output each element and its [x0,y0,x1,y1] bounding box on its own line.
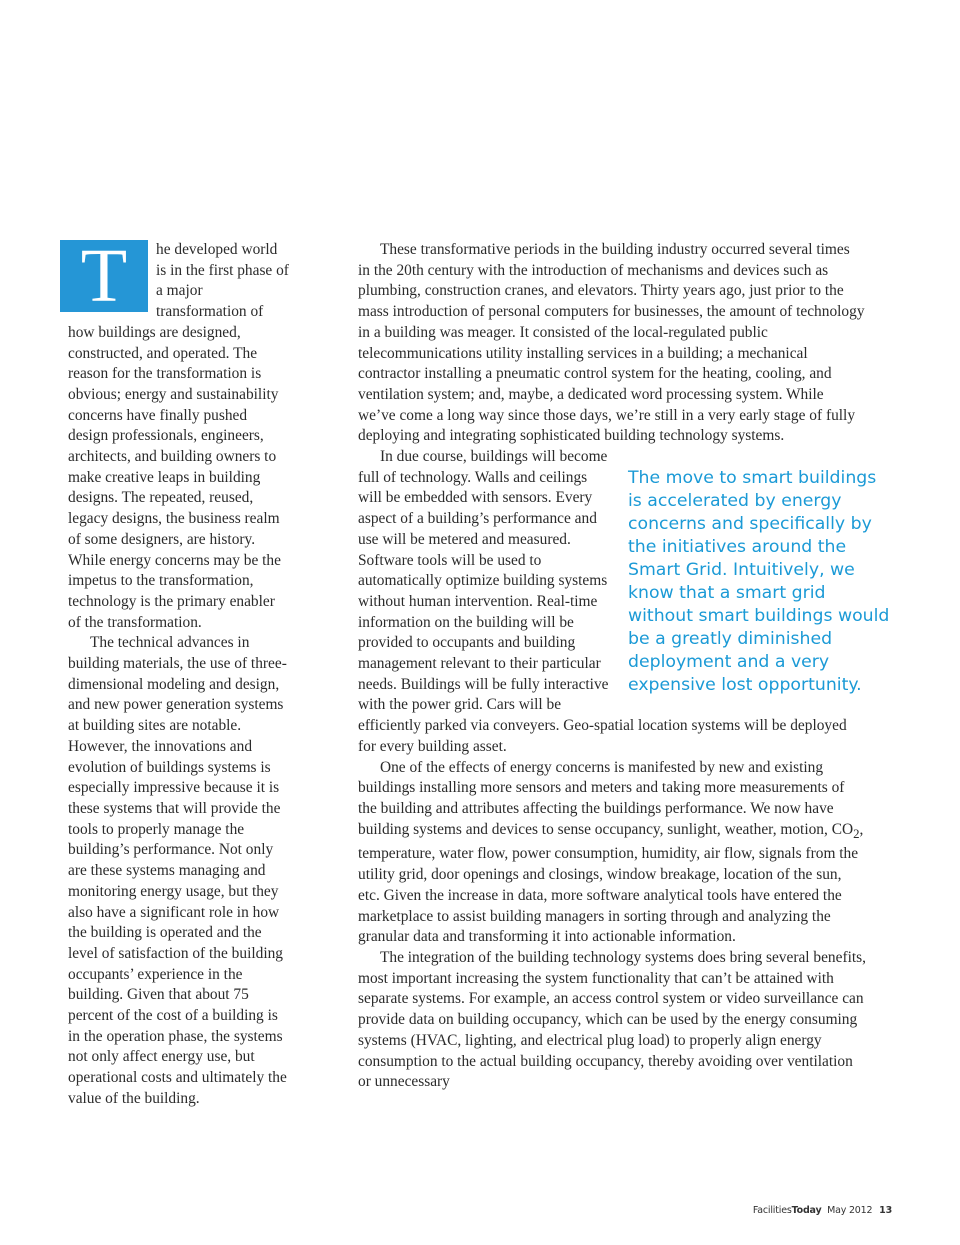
body-text: One of the effects of energy concerns is manifested by new and existing buildings installing more sensors and meters and taking more measurements of the building and attributes affecting the buildings performance. We now have building systems and devices to sense occupancy, sunlight, weather, motion, CO [358,758,854,838]
intro-text: he developed world is in the first phase of a major transformation of how buildings are designed, constructed, and operated. The reason for the transformation is obvious; energy and sustainability concerns have finally pushed design professionals, engineers, architects, and building owners to make creative leaps in building designs. The repeated, reused, legacy designs, the business realm of some designers, are history. While energy concerns may be the impetus to the transformation, technology is the primary enabler of the transformation. [68,241,289,631]
publication-name-bold: Today [791,1205,822,1216]
left-column [68,234,290,1110]
publication-name-light: Facilities [752,1205,792,1216]
body-paragraph: The integration of the building technology systems does bring several benefits, most important increasing the system functionality that can’t be attained with separate systems. For example, an access control system or video surveillance can provide data on building occupancy, which can be used by the energy consuming systems (HVAC, lighting, and electrical plug load) to properly align energy consumption to the actual building occupancy, thereby avoiding over ventilation or unnecessary [358,948,866,1091]
right-column [358,240,890,1093]
issue-date: May 2012 [827,1205,873,1216]
body-paragraph [358,758,866,948]
pullquote-spacer [865,240,866,426]
intro-paragraph [68,234,290,633]
body-paragraph: In due course, buildings will become full of technology. Walls and ceilings will be embedded with sensors. Every aspect of a building’s performance and use will be metered and measured. Software tools will be used to automatically optimize building systems without human intervention. Real-time information on the building will be provided to occupants and building management relevant to their particular needs. Buildings will be fully interactive with the power grid. Cars will be efficiently parked via conveyers. Geo-spatial location systems will be deployed for every building asset. [358,448,847,755]
body-text: , temperature, water flow, power consumption, humidity, air flow, signals from the utility grid, door openings and closings, window breakage, location of the sun, etc. Given the increase in data, more software analytical tools have entered the marketplace to assist building managers in sorting through and analyzing the granular data and transforming it into actionable information. [358,820,864,946]
body-paragraph: These transformative periods in the building industry occurred several times in the 20th century with the introduction of mechanisms and devices such as plumbing, construction cranes, and elevators. Thirty years ago, just prior to the mass introduction of personal computers for businesses, the amount of technology in a building was meager. It consisted of the local-regulated public telecommunications utility installing services in a building; a mechanical contractor installing a pneumatic control system for the heating, cooling, and ventilation system; and, maybe, a dedicated word processing system. While we’ve come a long way since those days, we’re still in a very early stage of fully deploying and integrating sophisticated building technology systems. [358,241,865,445]
publication-name [753,1205,822,1216]
pull-quote: The move to smart buildings is accelerated by energy concerns and specifically by the initiatives around the Smart Grid. Intuitively, we know that a smart grid without smart buildings would be a greatly diminished deployment and a very expensive lost opportunity. [628,468,890,696]
body-paragraph: The technical advances in building materials, the use of three-dimensional modeling and design, and new power generation systems at building sites are notable. However, the innovations and evolution of buildings systems is especially impressive because it is these systems that will provide the tools to properly manage the building’s performance. Not only are these systems managing and monitoring energy usage, but they also have a significant role in how the building is operated and the level of satisfaction of the building occupants’ experience in the building. Given that about 75 percent of the cost of a building is in the operation phase, the systems not only affect energy use, but operational costs and ultimately the value of the building. [68,634,287,1107]
page-footer [753,1205,892,1216]
subscript: 2 [853,826,860,841]
drop-cap: T [60,240,148,312]
page-number: 13 [879,1205,892,1216]
